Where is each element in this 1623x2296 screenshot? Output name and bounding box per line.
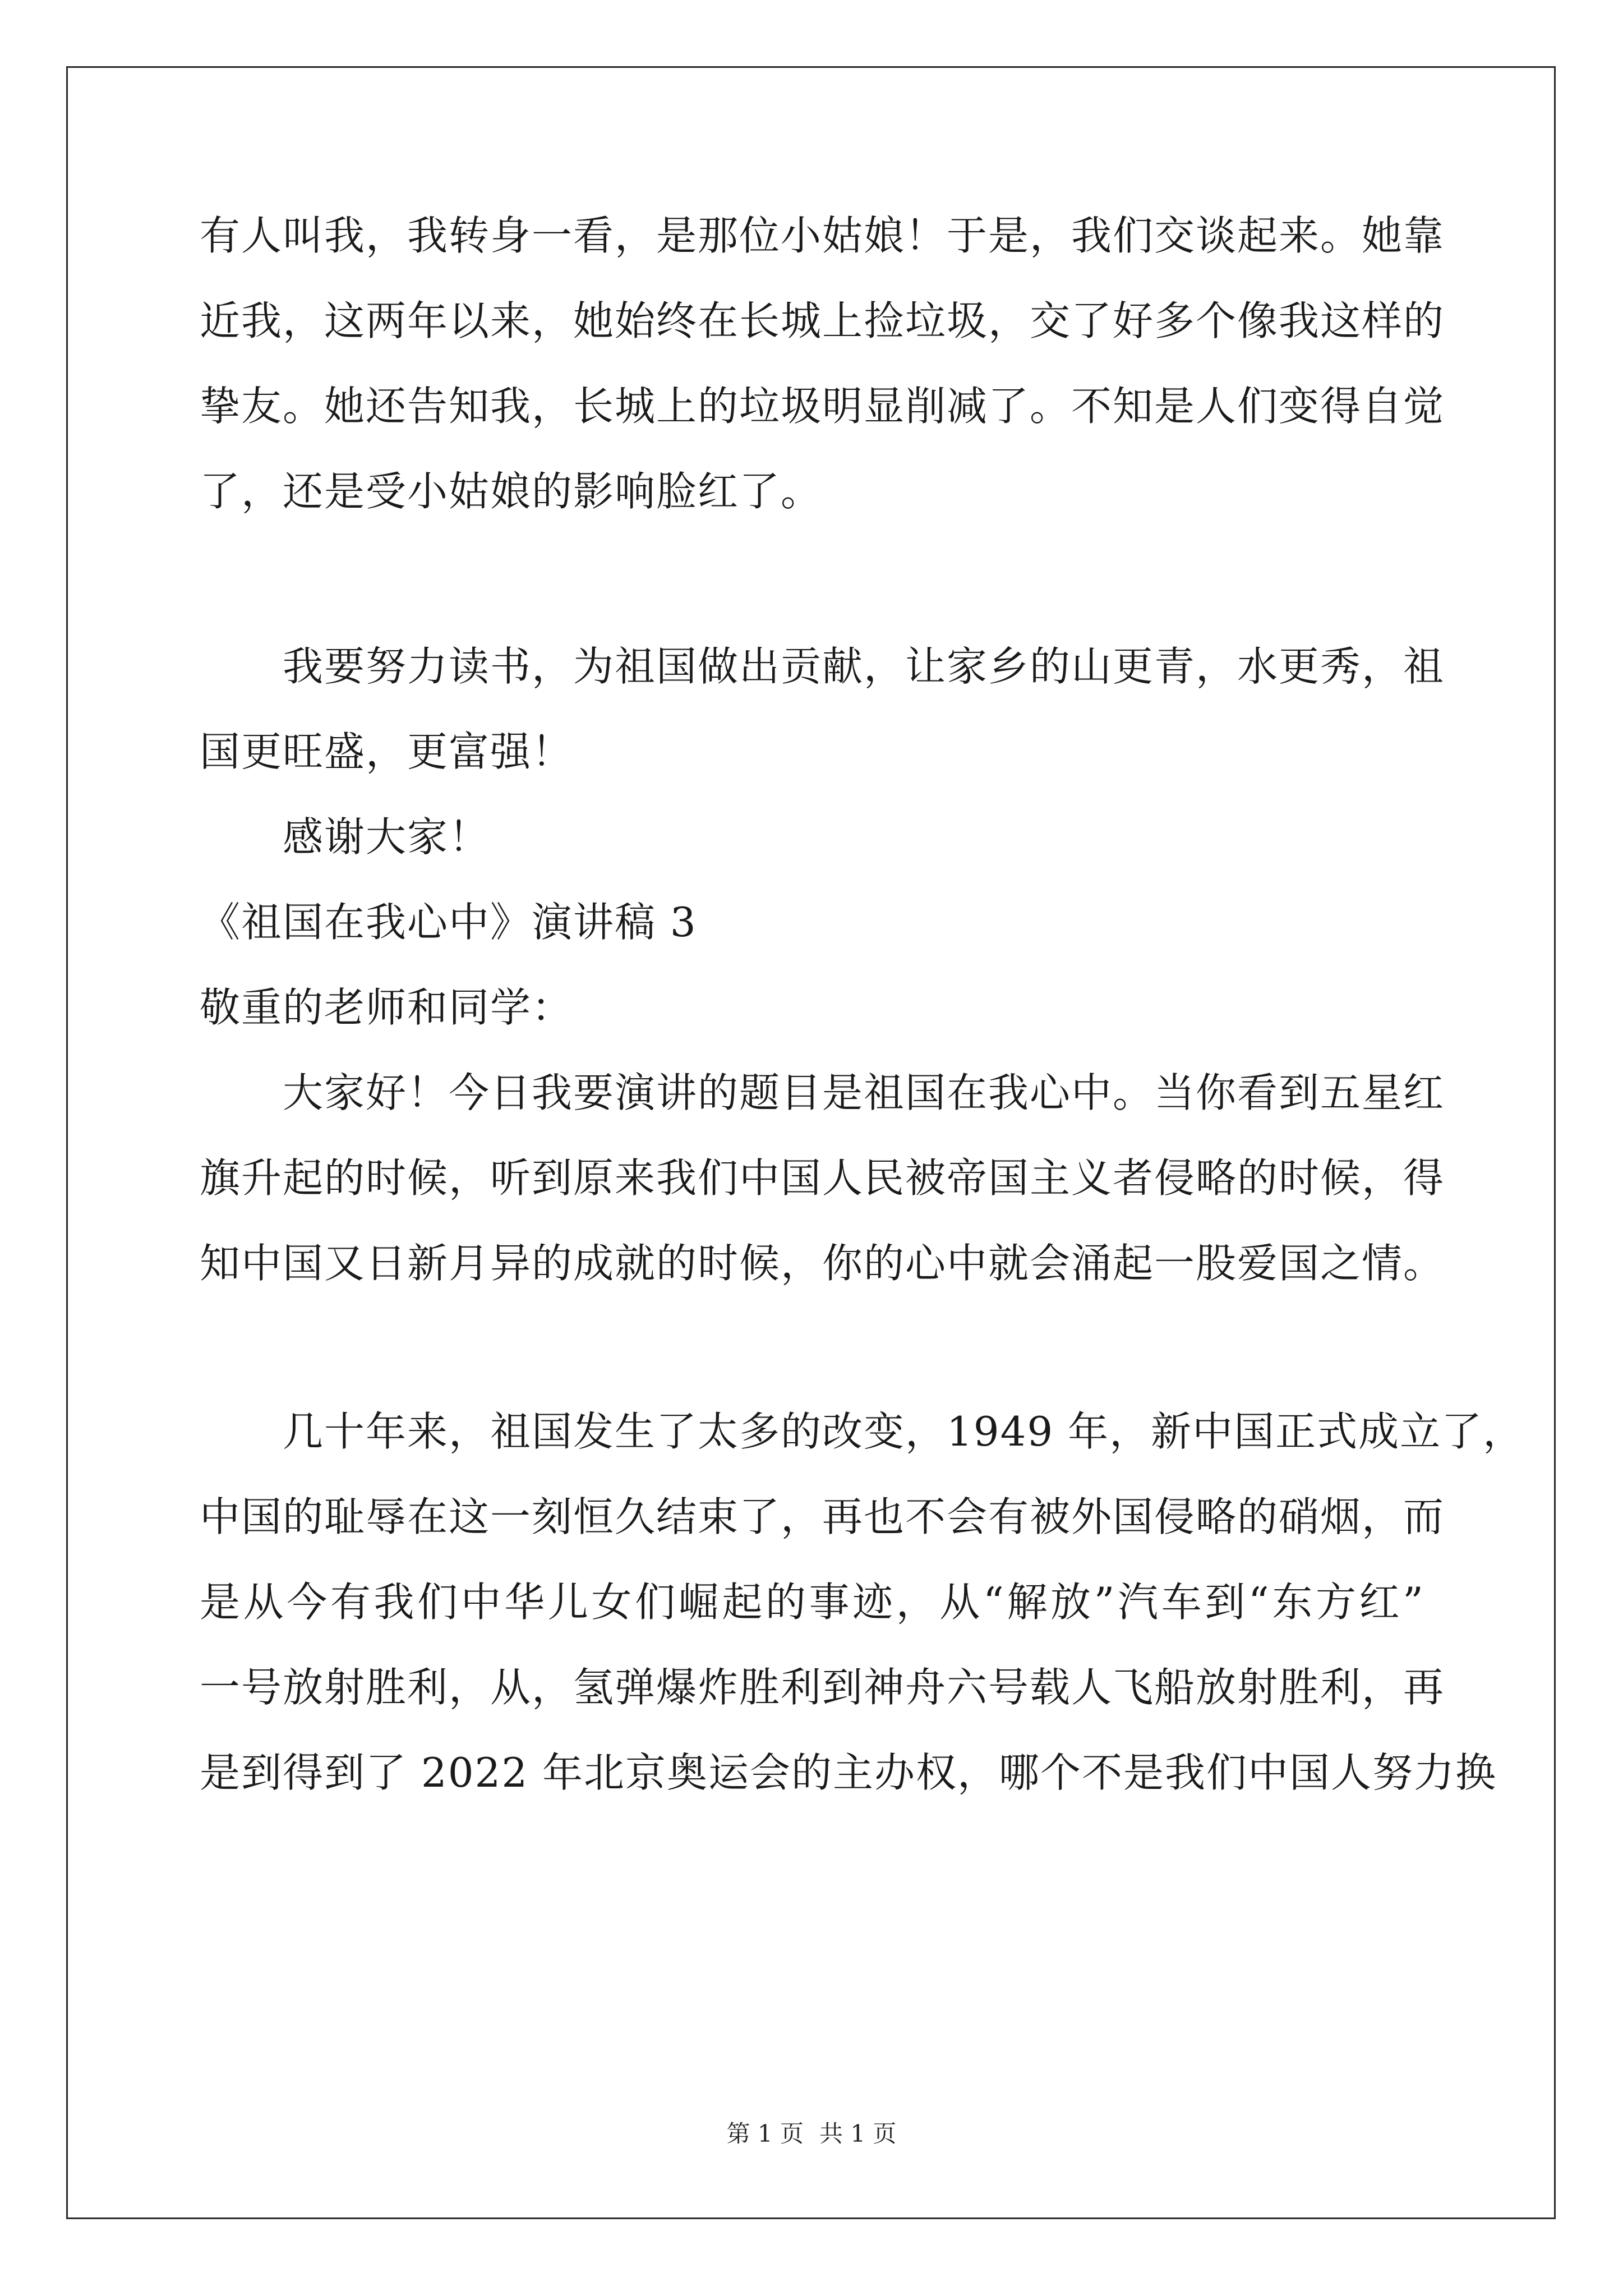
text-line: 了，还是受小姑娘的影响脸红了。 — [200, 468, 823, 515]
text-line: 知中国又日新月异的成就的时候，你的心中就会涌起一股爱国之情。 — [200, 1240, 1445, 1287]
text-line: 国更旺盛，更富强！ — [200, 728, 574, 775]
text-line: 有人叫我，我转身一看，是那位小姑娘！于是，我们交谈起来。她靠 — [200, 212, 1445, 259]
text-line: 一号放射胜利，从，氢弹爆炸胜利到神舟六号载人飞船放射胜利，再 — [200, 1664, 1445, 1711]
text-line: 挚友。她还告知我，长城上的垃圾明显削减了。不知是人们变得自觉 — [200, 383, 1445, 430]
text-line: 几十年来，祖国发生了太多的改变，1949 年，新中国正式成立了， — [283, 1408, 1525, 1455]
page-number: 第 1 页 — [726, 2120, 804, 2147]
text-line: 大家好！今日我要演讲的题目是祖国在我心中。当你看到五星红 — [283, 1069, 1445, 1116]
text-line: 是到得到了 2022 年北京奥运会的主办权，哪个不是我们中国人努力换 — [200, 1749, 1497, 1796]
page-footer — [0, 2117, 1623, 2151]
text-line: 近我，这两年以来，她始终在长城上捡垃圾，交了好多个像我这样的 — [200, 297, 1445, 344]
section-title: 《祖国在我心中》演讲稿 3 — [200, 899, 697, 946]
text-line: 我要努力读书，为祖国做出贡献，让家乡的山更青，水更秀，祖 — [283, 643, 1445, 690]
salutation: 敬重的老师和同学： — [200, 984, 574, 1031]
text-line: 旗升起的时候，听到原来我们中国人民被帝国主义者侵略的时候，得 — [200, 1154, 1445, 1202]
page-total: 共 1 页 — [819, 2120, 897, 2147]
text-line: 感谢大家！ — [283, 813, 491, 861]
text-line: 是从今有我们中华儿女们崛起的事迹，从“解放”汽车到“东方红” — [200, 1579, 1424, 1626]
text-line: 中国的耻辱在这一刻恒久结束了，再也不会有被外国侵略的硝烟，而 — [200, 1493, 1445, 1540]
